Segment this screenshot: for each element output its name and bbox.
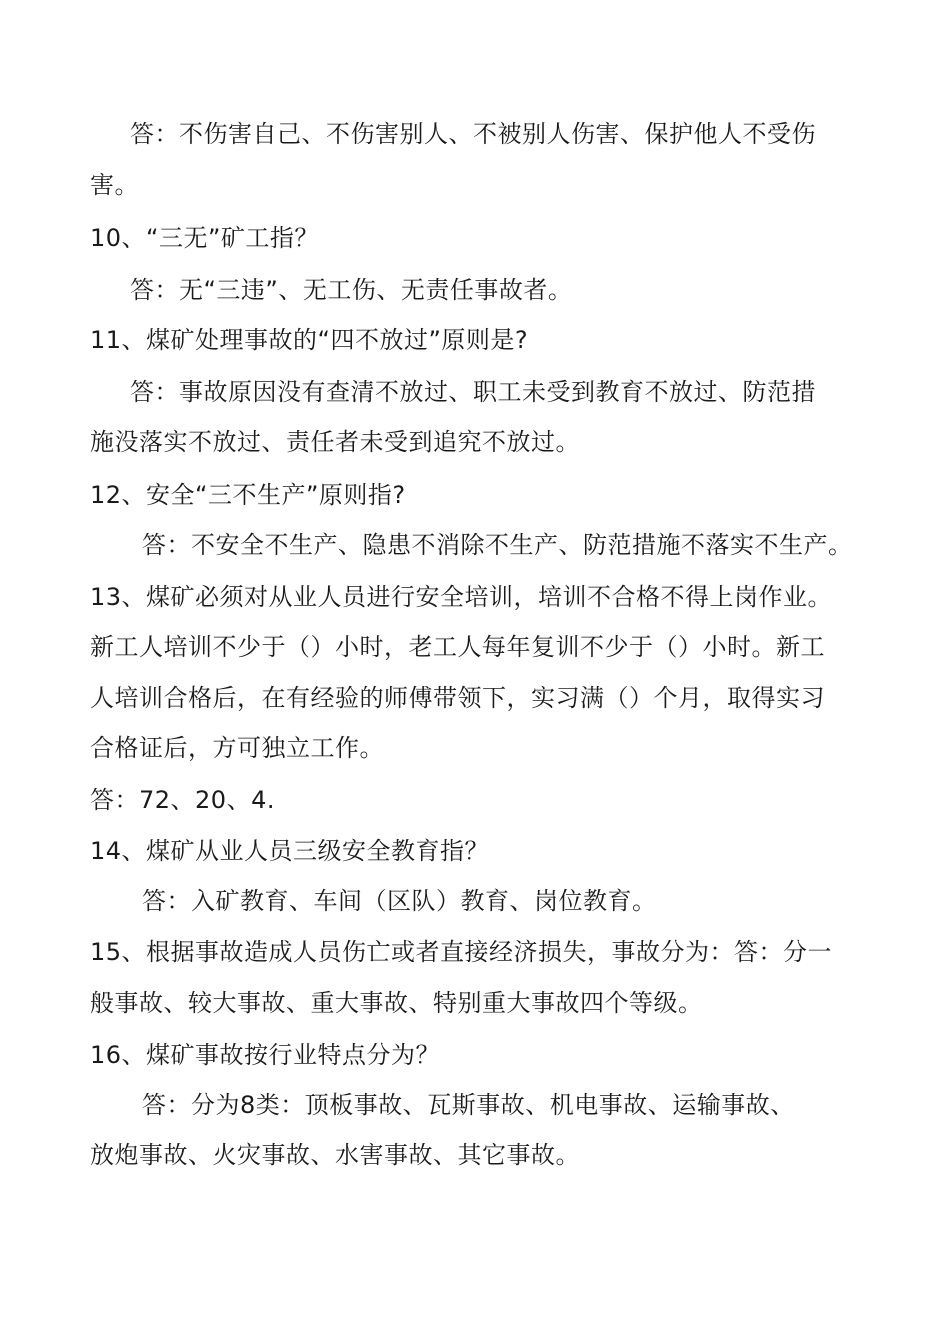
question-11: 11、煤矿处理事故的“四不放过”原则是?: [90, 326, 529, 354]
question-15: 15、根据事故造成人员伤亡或者直接经济损失，事故分为：答：分一: [90, 938, 833, 966]
answer-16-continued: 放炮事故、火灾事故、水害事故、其它事故。: [90, 1141, 580, 1169]
question-10: 10、“三无”矿工指？: [90, 224, 319, 252]
answer-16: 答：分为8类：顶板事故、瓦斯事故、机电事故、运输事故、: [142, 1091, 795, 1119]
answer-10: 答：无“三违”、无工伤、无责任事故者。: [130, 276, 573, 304]
answer-13: 答：72、20、4.: [90, 786, 275, 814]
answer-14: 答：入矿教育、车间（区队）教育、岗位教育。: [142, 887, 657, 915]
question-13-continued: 人培训合格后，在有经验的师傅带领下，实习满（）个月，取得实习: [90, 684, 825, 712]
question-13-continued: 合格证后，方可独立工作。: [90, 734, 384, 762]
answer-line: 答：不伤害自己、不伤害别人、不被别人伤害、保护他人不受伤: [130, 120, 816, 148]
answer-15: 般事故、较大事故、重大事故、特别重大事故四个等级。: [90, 989, 703, 1017]
answer-line-continued: 害。: [90, 171, 139, 199]
answer-11-continued: 施没落实不放过、责任者未受到追究不放过。: [90, 428, 580, 456]
question-16: 16、煤矿事故按行业特点分为？: [90, 1041, 441, 1069]
answer-11: 答：事故原因没有查清不放过、职工未受到教育不放过、防范措: [130, 378, 816, 406]
question-14: 14、煤矿从业人员三级安全教育指？: [90, 837, 490, 865]
question-12: 12、安全“三不生产”原则指?: [90, 481, 406, 509]
question-13-continued: 新工人培训不少于（）小时，老工人每年复训不少于（）小时。新工: [90, 633, 825, 661]
answer-12: 答：不安全不生产、隐患不消除不生产、防范措施不落实不生产。: [142, 531, 853, 559]
question-13: 13、煤矿必须对从业人员进行安全培训，培训不合格不得上岗作业。: [90, 583, 833, 611]
